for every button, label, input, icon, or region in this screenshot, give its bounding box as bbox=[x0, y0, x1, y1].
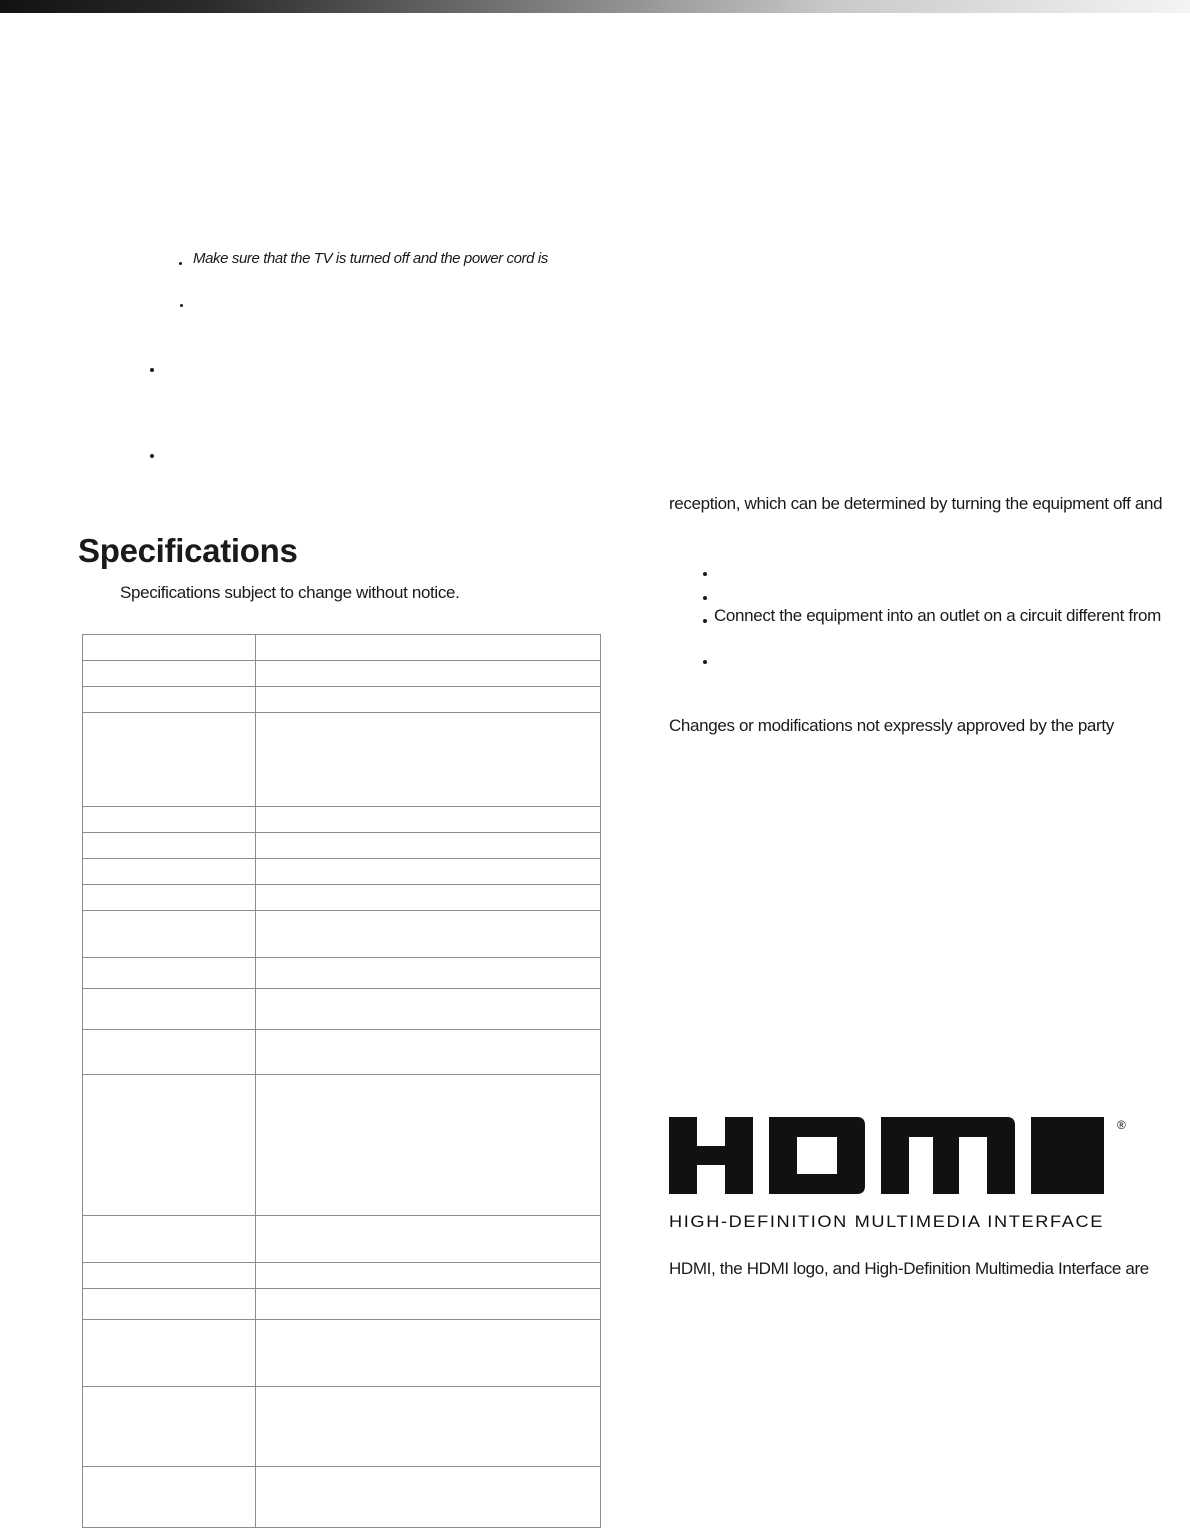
spec-row bbox=[83, 958, 601, 989]
fcc-bullet-4 bbox=[703, 660, 707, 664]
spec-value bbox=[256, 1289, 601, 1320]
spec-label bbox=[83, 1320, 256, 1387]
spec-row bbox=[83, 713, 601, 807]
fcc-reception-text: reception, which can be determined by turning the equipment off and bbox=[669, 494, 1163, 513]
spec-row bbox=[83, 885, 601, 911]
spec-label bbox=[83, 807, 256, 833]
spec-row bbox=[83, 1467, 601, 1528]
spec-value bbox=[256, 1263, 601, 1289]
note-text-1: Make sure that the TV is turned off and the power cord is bbox=[193, 250, 548, 267]
header-accent-bar bbox=[0, 0, 1190, 13]
left-bullet-1 bbox=[150, 368, 154, 372]
spec-row bbox=[83, 859, 601, 885]
spec-row bbox=[83, 1216, 601, 1263]
spec-row bbox=[83, 1263, 601, 1289]
spec-label bbox=[83, 958, 256, 989]
spec-value bbox=[256, 989, 601, 1030]
hdmi-logo bbox=[669, 1117, 1129, 1229]
spec-value bbox=[256, 859, 601, 885]
spec-label bbox=[83, 687, 256, 713]
left-bullet-2 bbox=[150, 454, 154, 458]
fcc-bullet-3 bbox=[703, 619, 707, 623]
spec-value bbox=[256, 833, 601, 859]
specifications-subtitle: Specifications subject to change without notice. bbox=[120, 583, 460, 602]
spec-row bbox=[83, 687, 601, 713]
spec-label bbox=[83, 635, 256, 661]
hdmi-registered-mark: ® bbox=[1117, 1118, 1126, 1132]
specifications-table bbox=[82, 634, 601, 1528]
spec-label bbox=[83, 885, 256, 911]
spec-row bbox=[83, 635, 601, 661]
specifications-heading: Specifications bbox=[78, 532, 298, 569]
spec-value bbox=[256, 1387, 601, 1467]
note-bullet-1 bbox=[179, 262, 182, 265]
spec-label bbox=[83, 1387, 256, 1467]
spec-value bbox=[256, 661, 601, 687]
hdmi-tagline: HIGH-DEFINITION MULTIMEDIA INTERFACE bbox=[669, 1212, 1104, 1229]
spec-label bbox=[83, 661, 256, 687]
spec-value bbox=[256, 1030, 601, 1075]
spec-row bbox=[83, 807, 601, 833]
spec-row bbox=[83, 833, 601, 859]
spec-row bbox=[83, 1075, 601, 1216]
spec-value bbox=[256, 1467, 601, 1528]
spec-label bbox=[83, 713, 256, 807]
spec-row bbox=[83, 1387, 601, 1467]
spec-value bbox=[256, 713, 601, 807]
spec-value bbox=[256, 635, 601, 661]
spec-value bbox=[256, 807, 601, 833]
spec-label bbox=[83, 1075, 256, 1216]
fcc-changes-text: Changes or modifications not expressly approved by the party bbox=[669, 716, 1114, 735]
spec-value bbox=[256, 885, 601, 911]
note-bullet-2 bbox=[180, 304, 183, 307]
spec-label bbox=[83, 833, 256, 859]
spec-label bbox=[83, 1289, 256, 1320]
spec-value bbox=[256, 1320, 601, 1387]
hdmi-trademark-text: HDMI, the HDMI logo, and High-Definition Multimedia Interface are bbox=[669, 1259, 1149, 1278]
spec-label bbox=[83, 911, 256, 958]
spec-value bbox=[256, 687, 601, 713]
spec-value bbox=[256, 911, 601, 958]
spec-row bbox=[83, 911, 601, 958]
spec-label bbox=[83, 1030, 256, 1075]
spec-label bbox=[83, 1467, 256, 1528]
spec-row bbox=[83, 661, 601, 687]
spec-value bbox=[256, 1216, 601, 1263]
spec-row bbox=[83, 1030, 601, 1075]
spec-label bbox=[83, 989, 256, 1030]
spec-row bbox=[83, 1320, 601, 1387]
fcc-bullet-1 bbox=[703, 572, 707, 576]
spec-label bbox=[83, 859, 256, 885]
spec-row bbox=[83, 989, 601, 1030]
spec-label bbox=[83, 1216, 256, 1263]
fcc-measure-3: Connect the equipment into an outlet on a circuit different from bbox=[714, 606, 1161, 625]
spec-value bbox=[256, 1075, 601, 1216]
spec-label bbox=[83, 1263, 256, 1289]
fcc-bullet-2 bbox=[703, 596, 707, 600]
spec-value bbox=[256, 958, 601, 989]
spec-row bbox=[83, 1289, 601, 1320]
